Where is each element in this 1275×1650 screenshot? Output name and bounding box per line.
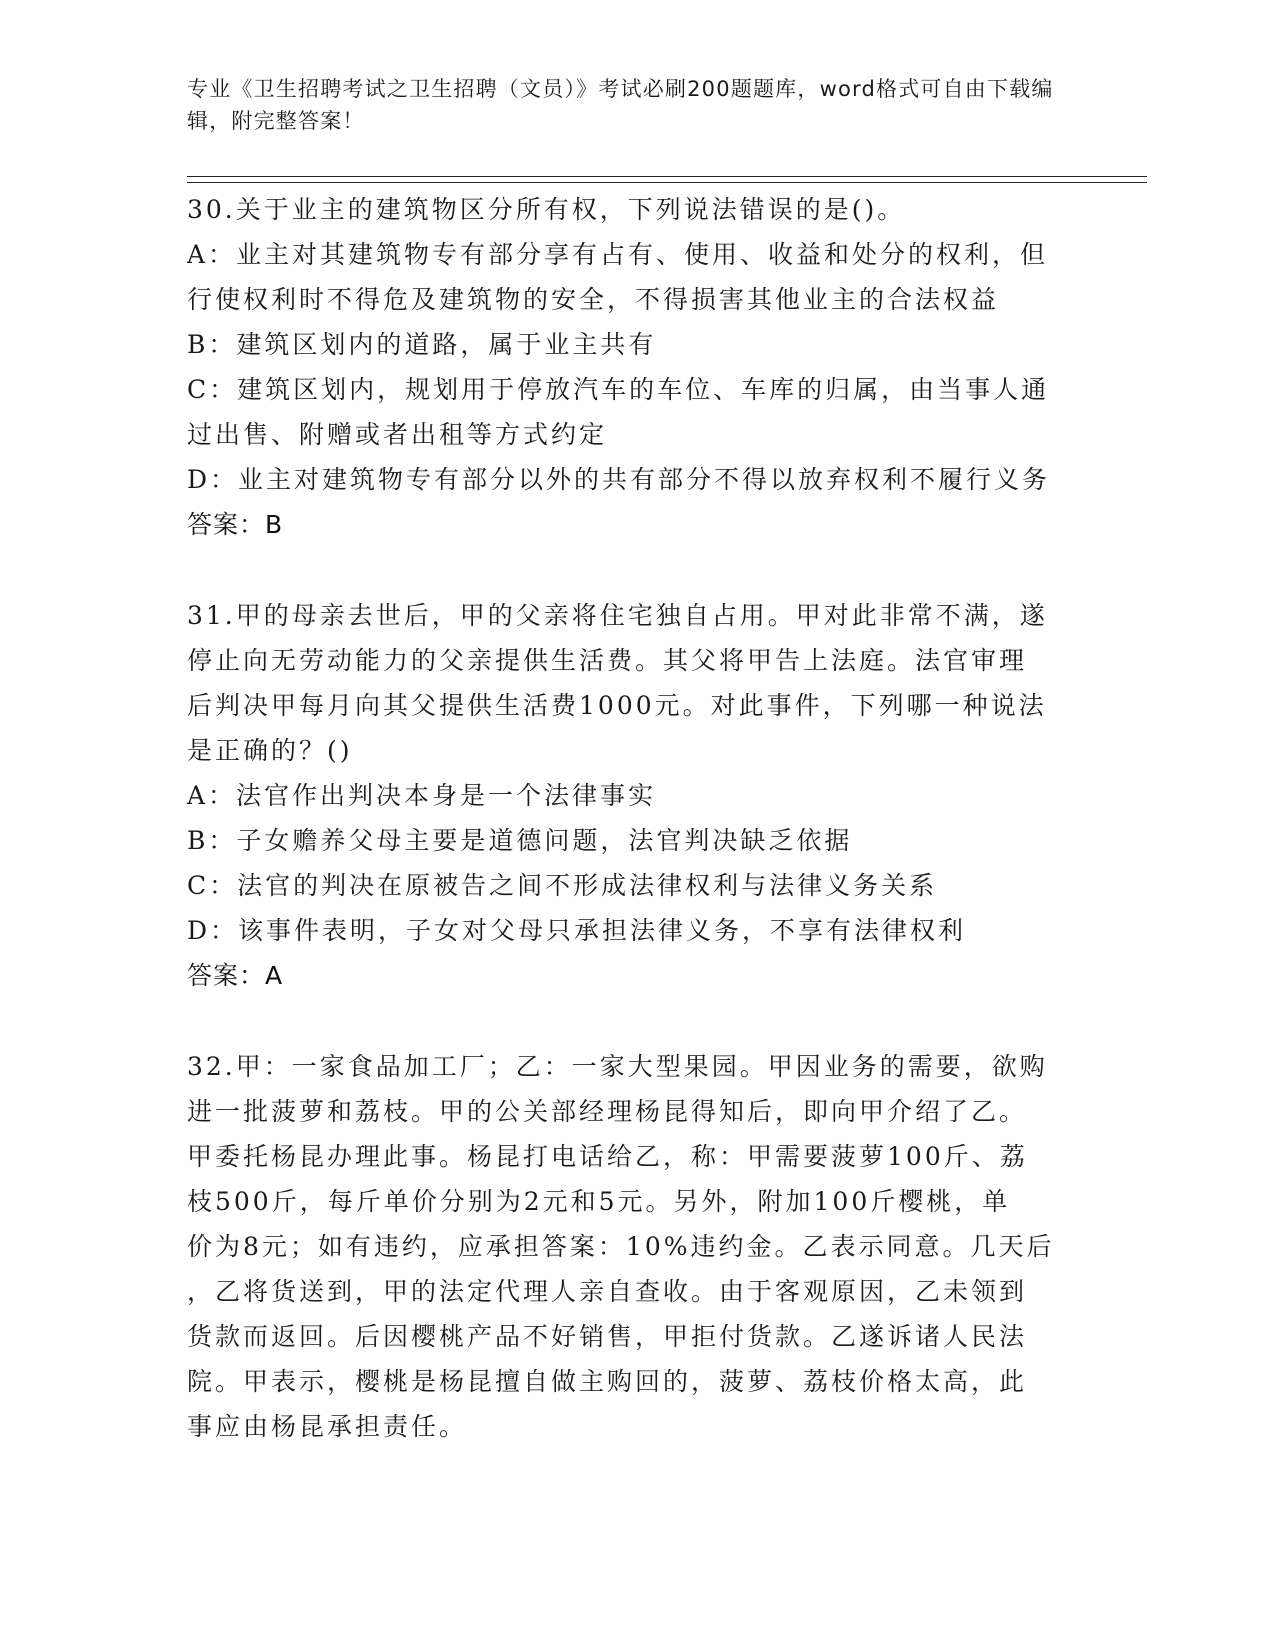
question-text-continued: 院。甲表示，樱桃是杨昆擅自做主购回的，菠萝、荔枝价格太高，此 — [187, 1367, 1028, 1396]
question-30 — [187, 187, 1067, 547]
question-text: 30.关于业主的建筑物区分所有权，下列说法错误的是()。 — [187, 195, 906, 224]
option-c: C：建筑区划内，规划用于停放汽车的车位、车库的归属，由当事人通 — [187, 375, 1050, 404]
document-header: 专业《卫生招聘考试之卫生招聘（文员）》考试必刷200题题库，word格式可自由下载编辑，附完整答案！ — [187, 77, 1054, 133]
document-body — [187, 187, 1067, 1449]
question-text-continued: ，乙将货送到，甲的法定代理人亲自查收。由于客观原因，乙未领到 — [187, 1277, 1028, 1306]
header-rule-bottom — [187, 182, 1147, 183]
question-text: 31.甲的母亲去世后，甲的父亲将住宅独自占用。甲对此非常不满，遂 — [187, 601, 1048, 630]
option-b: B：建筑区划内的道路，属于业主共有 — [187, 330, 657, 359]
option-c: C：法官的判决在原被告之间不形成法律权利与法律义务关系 — [187, 871, 938, 900]
header-rule-top — [187, 176, 1147, 177]
answer-label: 答案：A — [187, 961, 284, 990]
question-text-continued: 货款而返回。后因樱桃产品不好销售，甲拒付货款。乙遂诉诸人民法 — [187, 1322, 1028, 1351]
question-32 — [187, 1044, 1067, 1449]
question-text-continued: 甲委托杨昆办理此事。杨昆打电话给乙，称：甲需要菠萝100斤、荔 — [187, 1142, 1028, 1171]
question-text-continued: 事应由杨昆承担责任。 — [187, 1412, 468, 1441]
option-b: B：子女赡养父母主要是道德问题，法官判决缺乏依据 — [187, 826, 853, 855]
question-text-continued: 价为8元；如有违约，应承担答案：10%违约金。乙表示同意。几天后 — [187, 1232, 1055, 1261]
option-c-continued: 过出售、附赠或者出租等方式约定 — [187, 420, 608, 449]
question-text-continued: 进一批菠萝和荔枝。甲的公关部经理杨昆得知后，即向甲介绍了乙。 — [187, 1097, 1028, 1126]
question-text-continued: 枝500斤，每斤单价分别为2元和5元。另外，附加100斤樱桃，单 — [187, 1187, 1011, 1216]
option-a: A：业主对其建筑物专有部分享有占有、使用、收益和处分的权利，但 — [187, 240, 1049, 269]
question-text: 32.甲：一家食品加工厂；乙：一家大型果园。甲因业务的需要，欲购 — [187, 1052, 1048, 1081]
question-text-continued: 后判决甲每月向其父提供生活费1000元。对此事件，下列哪一种说法 — [187, 691, 1047, 720]
question-31 — [187, 593, 1067, 998]
option-d: D：业主对建筑物专有部分以外的共有部分不得以放弃权利不履行义务 — [187, 465, 1051, 494]
question-text-continued: 是正确的？() — [187, 736, 353, 765]
option-d: D：该事件表明，子女对父母只承担法律义务，不享有法律权利 — [187, 916, 967, 945]
answer-label: 答案：B — [187, 510, 284, 539]
question-text-continued: 停止向无劳动能力的父亲提供生活费。其父将甲告上法庭。法官审理 — [187, 646, 1028, 675]
option-a-continued: 行使权利时不得危及建筑物的安全，不得损害其他业主的合法权益 — [187, 285, 1000, 314]
option-a: A：法官作出判决本身是一个法律事实 — [187, 781, 657, 810]
